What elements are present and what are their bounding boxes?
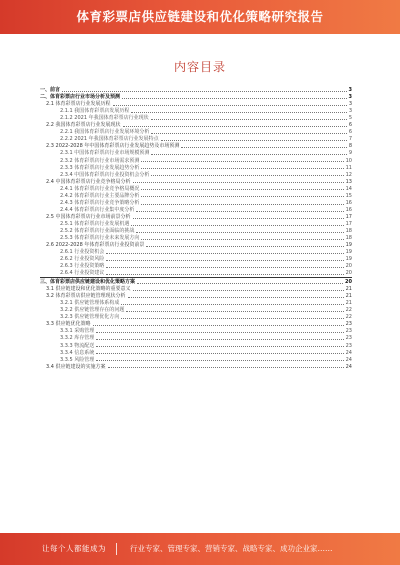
toc-leader-dots: [106, 273, 343, 275]
toc-entry-page: 19: [345, 256, 352, 263]
toc-entry-title: 2.3.2 体育彩票店行业市场需求预测: [60, 157, 140, 164]
toc-entry-page: 9: [348, 150, 352, 157]
toc-entry-page: 15: [345, 192, 352, 199]
toc-entry-page: 21: [345, 300, 352, 307]
toc-entry-page: 18: [345, 235, 352, 242]
toc-entry-page: 10: [345, 157, 352, 164]
toc-entry-title: 2.6.3 行业投资策略: [60, 263, 105, 270]
toc-entry-page: 24: [345, 363, 352, 370]
toc-entry[interactable]: [40, 149, 352, 156]
toc-entry[interactable]: [40, 313, 352, 320]
toc-leader-dots: [146, 245, 343, 247]
toc-entry-title: 2.4.1 体育彩票店行业竞争格局概况: [60, 185, 140, 192]
toc-entry[interactable]: [40, 86, 352, 93]
toc-entry[interactable]: [40, 164, 352, 171]
toc-entry-page: 22: [345, 314, 352, 321]
toc-entry-page: 24: [345, 356, 352, 363]
toc-leader-dots: [136, 231, 343, 233]
toc-entry-page: 20: [345, 270, 352, 277]
toc-entry-title: 2.1 体育彩票店行业发展历程: [46, 101, 111, 108]
toc-entry-title: 2.5 中国体育彩票店行业市场前景分析: [46, 213, 131, 220]
table-of-contents: [40, 86, 352, 370]
toc-entry[interactable]: [40, 199, 352, 206]
toc-leader-dots: [121, 303, 343, 305]
toc-leader-dots: [141, 160, 343, 162]
toc-entry[interactable]: [40, 227, 352, 234]
toc-entry-title: 3.3.3 物流配送: [60, 342, 95, 349]
toc-leader-dots: [141, 203, 343, 205]
toc-entry-page: 20: [345, 263, 352, 270]
toc-entry-title: 2.6.2 行业投资风险: [60, 256, 105, 263]
toc-entry-page: 5: [348, 115, 352, 122]
toc-entry[interactable]: [40, 306, 352, 313]
toc-entry[interactable]: [40, 320, 352, 327]
toc-entry[interactable]: [40, 278, 352, 285]
toc-entry[interactable]: [40, 248, 352, 255]
toc-entry[interactable]: [40, 349, 352, 356]
toc-leader-dots: [96, 331, 343, 333]
toc-entry[interactable]: [40, 299, 352, 306]
toc-leader-dots: [96, 345, 343, 347]
toc-leader-dots: [141, 195, 343, 197]
toc-entry-title: 2.3 2022-2028 年中国体育彩票店行业发展趋势及市场预测: [46, 143, 180, 150]
toc-entry-title: 2.2.2 2021 年我国体育彩票店行业发展特点: [60, 136, 159, 143]
toc-leader-dots: [151, 153, 346, 155]
toc-entry[interactable]: [40, 93, 352, 100]
toc-entry[interactable]: [40, 262, 352, 269]
toc-leader-dots: [93, 324, 344, 326]
toc-leader-dots: [126, 310, 343, 312]
toc-entry-title: 3.3.2 库存管理: [60, 335, 95, 342]
toc-entry-title: 2.6.1 行业投资机会: [60, 249, 105, 256]
toc-leader-dots: [96, 338, 343, 340]
toc-entry-title: 3.2.2 供应链管理存在的问题: [60, 307, 125, 314]
toc-entry-page: 16: [345, 199, 352, 206]
report-title: 体育彩票店供应链建设和优化策略研究报告: [76, 9, 324, 24]
toc-entry-page: 13: [345, 178, 352, 185]
toc-entry-page: 18: [345, 227, 352, 234]
toc-entry[interactable]: [40, 255, 352, 262]
toc-entry-title: 2.4 中国体育彩票店行业竞争格局分析: [46, 178, 131, 185]
toc-leader-dots: [121, 317, 343, 319]
toc-entry-title: 2.6.4 行业投资建议: [60, 270, 105, 277]
toc-entry-title: 2.2 我国体育彩票店行业发展现状: [46, 122, 121, 129]
toc-entry[interactable]: [40, 241, 352, 248]
toc-entry[interactable]: [40, 135, 352, 142]
toc-entry-title: 3.1 供应链建设和优化策略的重要意义: [46, 286, 131, 293]
toc-heading: 内容目录: [173, 60, 226, 74]
toc-entry[interactable]: [40, 156, 352, 163]
toc-leader-dots: [122, 97, 347, 99]
toc-entry[interactable]: [40, 292, 352, 299]
toc-entry[interactable]: [40, 192, 352, 199]
toc-entry[interactable]: [40, 213, 352, 220]
toc-entry-page: 23: [345, 335, 352, 342]
toc-leader-dots: [141, 167, 343, 169]
toc-entry-title: 2.4.2 体育彩票店行业主要品牌分析: [60, 192, 140, 199]
page-header: [0, 0, 400, 34]
toc-entry-page: 21: [345, 286, 352, 293]
toc-leader-dots: [131, 111, 346, 113]
toc-entry-page: 23: [345, 342, 352, 349]
toc-leader-dots: [106, 259, 343, 261]
toc-leader-dots: [106, 252, 343, 254]
page-footer: [0, 533, 400, 565]
toc-entry-page: 3: [348, 87, 352, 94]
toc-leader-dots: [133, 289, 344, 291]
toc-entry-page: 23: [345, 321, 352, 328]
toc-entry-page: 6: [348, 129, 352, 136]
toc-entry-page: 3: [348, 108, 352, 115]
toc-entry-title: 二、体育彩票店行业市场分析及预测: [40, 94, 121, 101]
toc-leader-dots: [141, 188, 343, 190]
toc-entry-page: 17: [345, 220, 352, 227]
toc-leader-dots: [106, 266, 343, 268]
toc-entry[interactable]: [40, 327, 352, 334]
toc-entry-title: 一、前言: [40, 87, 61, 94]
toc-entry-title: 3.3 供应链优化策略: [46, 321, 91, 328]
toc-entry[interactable]: [40, 220, 352, 227]
toc-leader-dots: [96, 359, 343, 361]
toc-entry[interactable]: [40, 363, 352, 370]
toc-entry-page: 7: [348, 136, 352, 143]
toc-entry-title: 3.3.1 采购管理: [60, 328, 95, 335]
toc-leader-dots: [151, 118, 347, 120]
toc-leader-dots: [181, 146, 346, 148]
toc-entry-page: 21: [345, 293, 352, 300]
toc-leader-dots: [133, 217, 344, 219]
toc-entry-page: 3: [348, 101, 352, 108]
toc-leader-dots: [161, 139, 347, 141]
toc-entry[interactable]: [40, 234, 352, 241]
toc-entry-title: 2.5.1 体育彩票店行业发展机遇: [60, 220, 130, 227]
toc-leader-dots: [137, 282, 343, 284]
toc-leader-dots: [133, 181, 344, 183]
toc-leader-dots: [113, 104, 347, 106]
toc-entry-page: 22: [345, 307, 352, 314]
toc-leader-dots: [131, 224, 343, 226]
toc-entry[interactable]: [40, 334, 352, 341]
toc-entry-page: 19: [345, 242, 352, 249]
toc-entry-page: 14: [345, 185, 352, 192]
toc-entry-page: 23: [345, 328, 352, 335]
toc-leader-dots: [141, 238, 343, 240]
toc-leader-dots: [108, 366, 344, 368]
toc-entry-title: 3.4 供应链建设的实施方案: [46, 363, 106, 370]
toc-entry[interactable]: [40, 356, 352, 363]
toc-entry[interactable]: [40, 285, 352, 292]
toc-leader-dots: [151, 174, 343, 176]
footer-slogan: 让每个人都能成为: [42, 544, 106, 553]
toc-entry[interactable]: [40, 100, 352, 107]
toc-leader-dots: [128, 296, 344, 298]
toc-entry[interactable]: [40, 269, 352, 276]
toc-entry-page: 19: [345, 249, 352, 256]
toc-entry-title: 3.3.5 风险管理: [60, 356, 95, 363]
toc-entry[interactable]: [40, 178, 352, 185]
toc-leader-dots: [123, 125, 347, 127]
toc-leader-dots: [96, 352, 343, 354]
toc-entry-title: 2.4.3 体育彩票店行业竞争策略分析: [60, 199, 140, 206]
toc-entry[interactable]: [40, 171, 352, 178]
toc-entry[interactable]: [40, 107, 352, 114]
toc-entry[interactable]: [40, 114, 352, 121]
toc-entry-title: 2.2.1 我国体育彩票店行业发展环境分析: [60, 129, 150, 136]
toc-entry-page: 11: [345, 164, 352, 171]
toc-entry[interactable]: [40, 142, 352, 149]
toc-leader-dots: [62, 90, 347, 92]
toc-entry-page: 16: [345, 206, 352, 213]
toc-entry-page: 8: [348, 143, 352, 150]
toc-entry-title: 2.4.4 体育彩票店行业集中度分析: [60, 206, 135, 213]
toc-entry-title: 3.2.1 供应链管理体系构成: [60, 300, 120, 307]
toc-leader-dots: [136, 210, 343, 212]
toc-entry-page: 24: [345, 349, 352, 356]
toc-entry-page: 6: [348, 122, 352, 129]
footer-tagline: 行业专家、管理专家、营销专家、战略专家、成功企业家……: [130, 544, 333, 553]
toc-entry-title: 2.3.4 中国体育彩票店行业投资机会分析: [60, 171, 150, 178]
toc-entry-title: 3.2 体育彩票店供应链管理现状分析: [46, 293, 126, 300]
toc-entry-title: 2.6 2022-2028 年体育彩票店行业投资前景: [46, 242, 145, 249]
toc-entry-title: 3.2.3 供应链管理优化方向: [60, 314, 120, 321]
toc-entry-page: 3: [348, 94, 352, 101]
toc-entry[interactable]: [40, 206, 352, 213]
toc-entry-title: 2.5.3 体育彩票店行业未来发展方向: [60, 235, 140, 242]
toc-entry[interactable]: [40, 121, 352, 128]
toc-entry-title: 三、体育彩票店供应链建设和优化策略方案: [40, 279, 136, 286]
toc-entry-title: 2.5.2 体育彩票店行业面临的挑战: [60, 227, 135, 234]
toc-entry-title: 2.1.1 我国体育彩票店发展历程: [60, 108, 130, 115]
toc-entry[interactable]: [40, 185, 352, 192]
toc-entry-title: 2.1.2 2021 年我国体育彩票店行业现状: [60, 115, 149, 122]
toc-entry-page: 17: [345, 213, 352, 220]
toc-entry[interactable]: [40, 128, 352, 135]
toc-entry-title: 2.3.3 体育彩票店行业发展趋势分析: [60, 164, 140, 171]
toc-entry-title: 3.3.4 信息系统: [60, 349, 95, 356]
toc-entry-page: 20: [345, 279, 352, 286]
toc-entry-title: 2.3.1 中国体育彩票店行业市场规模预测: [60, 150, 150, 157]
toc-entry[interactable]: [40, 341, 352, 348]
toc-leader-dots: [151, 132, 346, 134]
toc-entry-page: 12: [345, 171, 352, 178]
footer-divider: [116, 543, 117, 555]
